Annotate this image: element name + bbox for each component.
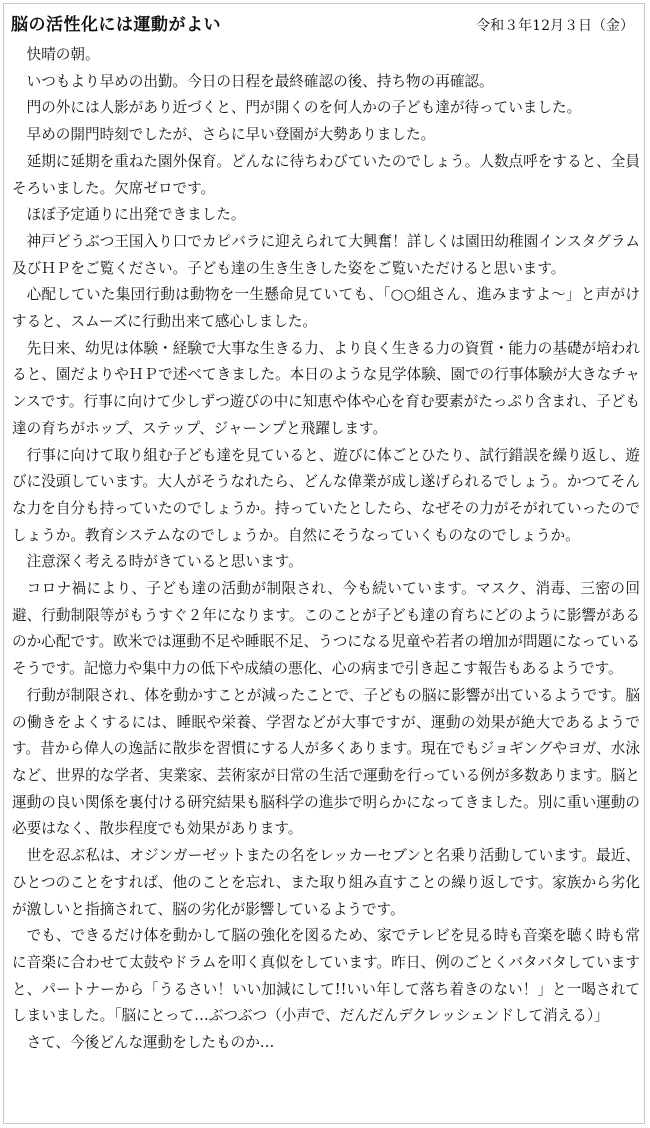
paragraph: 早めの開門時刻でしたが、さらに早い登園が大勢ありました。 — [26, 126, 436, 144]
paragraph: いつもより早めの出勤。今日の日程を最終確認の後、持ち物の再確認。 — [26, 72, 494, 90]
paragraph: 行事に向けて取り組む子ども達を見ていると、遊びに体ごとひたり、試行錯誤を繰り返し、遊びに没頭しています。大人がそうなれたら、どんな偉業が成し遂げられるでしょう。かつてそんな力を自分も持っていたのでしょうか。持っていたとしたら、なぜその力がそがれていったのでしょうか。教育システムなのでしょうか。自然にそうなっていくものなのでしょうか。 — [12, 446, 640, 544]
paragraph: 世を忍ぶ私は、オジンガーゼットまたの名をレッカーセブンと名乗り活動しています。最近、ひとつのことをすれば、他のことを忘れ、また取り組み直すことの繰り返しです。家族から劣化が激しいと指摘されて、脳の劣化が影響しているようです。 — [12, 847, 640, 918]
paragraph: 行動が制限され、体を動かすことが減ったことで、子どもの脳に影響が出ているようです。脳の働きをよくするには、睡眠や栄養、学習などが大事ですが、運動の効果が絶大であるようです。昔から偉人の逸話に散歩を習慣にする人が多くあります。現在でもジョギングやヨガ、水泳など、世界的な学者、実業家、芸術家が日常の生活で運動を行っている例が多数あります。脳と運動の良い関係を裏付ける研究結果も脳科学の進歩で明らかになってきました。別に重い運動の必要はなく、散歩程度でも効果があります。 — [12, 686, 640, 838]
article-body — [8, 42, 642, 1057]
paragraph: 注意深く考える時がきていると思います。 — [26, 553, 303, 571]
paragraph: 延期に延期を重ねた園外保育。どんなに待ちわびていたのでしょう。人数点呼をすると、全員そろいました。欠席ゼロです。 — [12, 152, 640, 197]
paragraph: ほぼ予定通りに出発できました。 — [26, 206, 246, 224]
paragraph: 先日来、幼児は体験・経験で大事な生きる力、より良く生きる力の資質・能力の基礎が培われると、園だよりやＨＰで述べてきました。本日のような見学体験、園での行事体験が大きなチャンスです。行事に向けて少しずつ遊びの中に知恵や体や心を育む要素がたっぷり含まれ、子ども達の育ちがホップ、ステップ、ジャーンプと飛躍します。 — [12, 339, 640, 437]
paragraph: 心配していた集団行動は動物を一生懸命見ていても、「○○組さん、進みますよ～」と声がけすると、スムーズに行動出来て感心しました。 — [12, 286, 640, 331]
article-header — [8, 12, 642, 42]
paragraph: さて、今後どんな運動をしたものか… — [26, 1034, 275, 1052]
paragraph: 快晴の朝。 — [26, 46, 100, 63]
article-date: 令和３年12月３日（金） — [476, 18, 634, 34]
paragraph: でも、できるだけ体を動かして脳の強化を図るため、家でテレビを見る時も音楽を聴く時も常に音楽に合わせて太鼓やドラムを叩く真似をしています。昨日、例のごとくバタバタしていますと、パートナーから「うるさい！いい加減にして!!いい年して落ち着きのない！」と一喝されてしまいました。「脳にとって…ぶつぶつ（小声で、だんだんデクレッシェンドして消える）」 — [12, 927, 640, 1025]
document-page — [3, 3, 645, 1124]
paragraph: コロナ禍により、子ども達の活動が制限され、今も続いています。マスク、消毒、三密の回避、行動制限等がもうすぐ２年になります。このことが子ども達の育ちにどのように影響があるのか心配です。欧米では運動不足や睡眠不足、うつになる児童や若者の増加が問題になっているそうです。記憶力や集中力の低下や成績の悪化、心の病まで引き起こす報告もあるようです。 — [12, 580, 640, 678]
paragraph: 門の外には人影があり近づくと、門が開くのを何人かの子ども達が待っていました。 — [26, 99, 582, 117]
paragraph: 神戸どうぶつ王国入り口でカピバラに迎えられて大興奮！詳しくは園田幼稚園インスタグラム及びＨＰをご覧ください。子ども達の生き生きした姿をご覧いただけると思います。 — [12, 232, 640, 277]
article-title: 脳の活性化には運動がよい — [11, 15, 221, 35]
newsletter-article — [8, 12, 642, 1057]
